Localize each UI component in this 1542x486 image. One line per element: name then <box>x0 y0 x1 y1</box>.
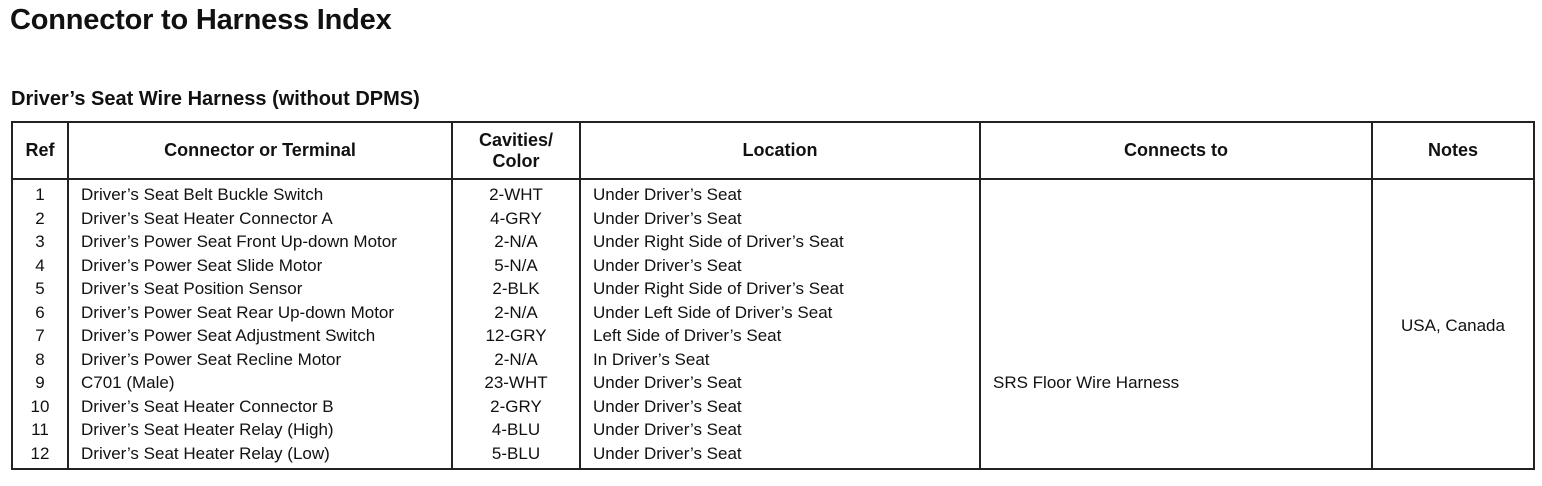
cell-ref: 11 <box>12 418 68 442</box>
cell-cavities: 4-GRY <box>452 207 580 231</box>
cell-location: Under Right Side of Driver’s Seat <box>580 230 980 254</box>
cell-location: Under Driver’s Seat <box>580 207 980 231</box>
header-cavities <box>452 122 580 179</box>
cell-cavities: 12-GRY <box>452 324 580 348</box>
cell-connector: Driver’s Seat Position Sensor <box>68 277 452 301</box>
cell-location: Under Driver’s Seat <box>580 418 980 442</box>
cell-location: Under Driver’s Seat <box>580 254 980 278</box>
cell-notes: USA, Canada <box>1372 179 1534 469</box>
cell-cavities: 2-BLK <box>452 277 580 301</box>
cell-cavities: 2-GRY <box>452 395 580 419</box>
table-row <box>12 179 1534 207</box>
cell-location: In Driver’s Seat <box>580 348 980 372</box>
cell-cavities: 5-BLU <box>452 442 580 470</box>
cell-connector: Driver’s Seat Heater Relay (Low) <box>68 442 452 470</box>
cell-cavities: 2-N/A <box>452 230 580 254</box>
cell-ref: 2 <box>12 207 68 231</box>
cell-ref: 9 <box>12 371 68 395</box>
header-connector: Connector or Terminal <box>68 122 452 179</box>
cell-cavities: 5-N/A <box>452 254 580 278</box>
cell-connector: Driver’s Power Seat Front Up-down Motor <box>68 230 452 254</box>
cell-cavities: 23-WHT <box>452 371 580 395</box>
cell-ref: 7 <box>12 324 68 348</box>
cell-location: Under Driver’s Seat <box>580 395 980 419</box>
connector-harness-table <box>11 121 1535 470</box>
table-row <box>12 395 1534 419</box>
header-connects-to: Connects to <box>980 122 1372 179</box>
cell-location: Under Driver’s Seat <box>580 371 980 395</box>
cell-connector: Driver’s Power Seat Adjustment Switch <box>68 324 452 348</box>
cell-ref: 12 <box>12 442 68 470</box>
cell-cavities: 2-N/A <box>452 348 580 372</box>
cell-connector: Driver’s Seat Heater Connector A <box>68 207 452 231</box>
cell-ref: 1 <box>12 179 68 207</box>
cell-cavities: 4-BLU <box>452 418 580 442</box>
header-ref: Ref <box>12 122 68 179</box>
cell-location: Under Left Side of Driver’s Seat <box>580 301 980 325</box>
cell-ref: 6 <box>12 301 68 325</box>
cell-location: Left Side of Driver’s Seat <box>580 324 980 348</box>
section-title: Driver’s Seat Wire Harness (without DPMS) <box>11 88 420 110</box>
cell-connector: Driver’s Seat Heater Connector B <box>68 395 452 419</box>
cell-connects-to-empty <box>980 179 1372 371</box>
cell-connector: Driver’s Power Seat Recline Motor <box>68 348 452 372</box>
cell-ref: 10 <box>12 395 68 419</box>
cell-connector: C701 (Male) <box>68 371 452 395</box>
cell-cavities: 2-N/A <box>452 301 580 325</box>
table-row <box>12 371 1534 395</box>
cell-connector: Driver’s Power Seat Slide Motor <box>68 254 452 278</box>
cell-connector: Driver’s Seat Belt Buckle Switch <box>68 179 452 207</box>
cell-ref: 5 <box>12 277 68 301</box>
cell-location: Under Driver’s Seat <box>580 179 980 207</box>
cell-ref: 4 <box>12 254 68 278</box>
cell-connects-to-empty <box>980 395 1372 470</box>
table-header-row <box>12 122 1534 179</box>
header-cavities-line2: Color <box>492 150 540 171</box>
cell-connector: Driver’s Power Seat Rear Up-down Motor <box>68 301 452 325</box>
cell-location: Under Right Side of Driver’s Seat <box>580 277 980 301</box>
cell-location: Under Driver’s Seat <box>580 442 980 470</box>
header-location: Location <box>580 122 980 179</box>
header-notes: Notes <box>1372 122 1534 179</box>
header-cavities-line1: Cavities/ <box>478 129 554 150</box>
cell-ref: 8 <box>12 348 68 372</box>
cell-connector: Driver’s Seat Heater Relay (High) <box>68 418 452 442</box>
page-title: Connector to Harness Index <box>10 4 392 36</box>
cell-ref: 3 <box>12 230 68 254</box>
cell-cavities: 2-WHT <box>452 179 580 207</box>
cell-connects-to: SRS Floor Wire Harness <box>980 371 1372 395</box>
